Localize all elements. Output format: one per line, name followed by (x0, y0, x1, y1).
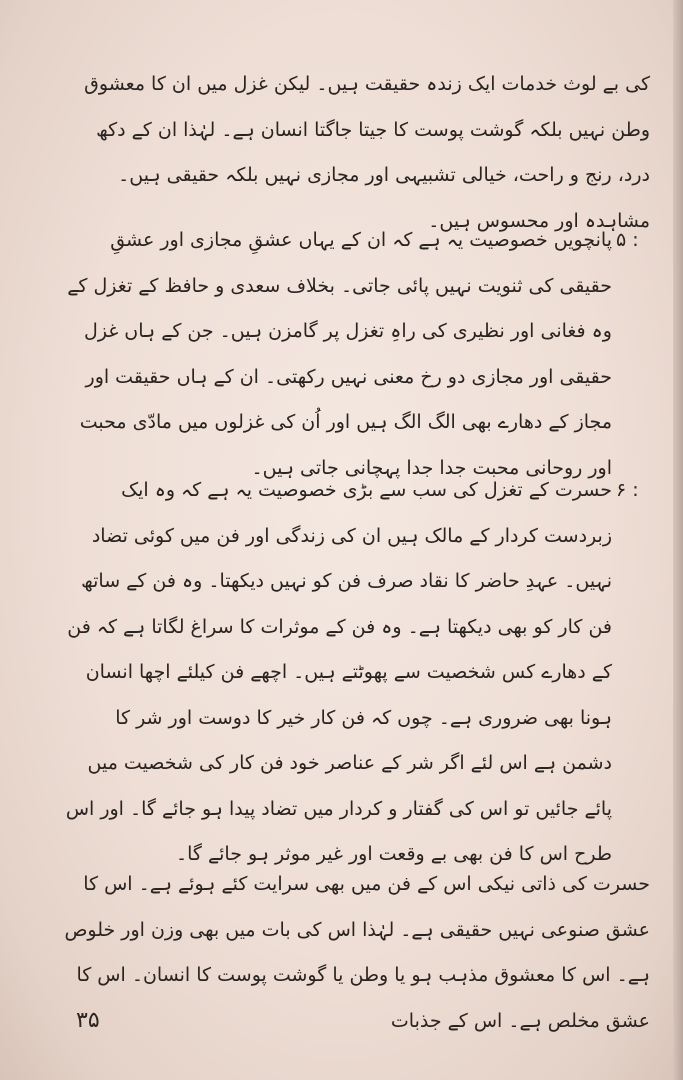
intro-paragraph: کی بے لوث خدمات ایک زندہ حقیقت ہیں۔ لیکن غزل میں ان کا معشوق وطن نہیں بلکہ گوشت پوست کا جیتا جاگتا انسان ہے۔ لہٰذا ان کے دکھ درد، رنج و راحت، خیالی تشبیہی اور مجازی نہیں بلکہ حقیقی ہیں۔ مشاہدہ اور محسوس ہیں۔ (84, 73, 650, 232)
item-text: حسرت کے تغزل کی سب سے بڑی خصوصیت یہ ہے کہ وہ ایک زبردست کردار کے مالک ہیں ان کی زندگی اور فن میں کوئی تضاد نہیں۔ عہدِ حاضر کا نقاد صرف فن کو نہیں دیکھتا۔ وہ فن کے ساتھ فن کار کو بھی دیکھتا ہے۔ وہ فن کے موثرات کا سراغ لگاتا ہے کہ فن کے دھارے کس شخصیت سے پھوٹتے ہیں۔ اچھے فن کیلئے اچھا انسان ہونا بھی ضروری ہے۔ چوں کہ فن کار خیر کا دوست اور شر کا دشمن ہے اس لئے اگر شر کے عناصر خود فن کار کی شخصیت میں پائے جائیں تو اس کی گفتار و کردار میں تضاد پیدا ہو جائے گا۔ اور اس طرح اس کا فن بھی بے وقعت اور غیر موثر ہو جائے گا۔ (65, 479, 612, 865)
page-edge (673, 0, 683, 1080)
list-item-6 (60, 468, 650, 865)
item-text: پانچویں خصوصیت یہ ہے کہ ان کے یہاں عشقِ مجازی اور عشقِ حقیقی کی ثنویت نہیں پائی جاتی۔ بخلاف سعدی و حافظ کے تغزل کے وہ فغانی اور نظیری کی راہِ تغزل پر گامزن ہیں۔ جن کے ہاں غزل حقیقی اور مجازی دو رخ معنی نہیں رکھتی۔ ان کے ہاں حقیقت اور مجاز کے دھارے بھی الگ الگ ہیں اور اُن کی غزلوں میں مادّی محبت اور روحانی محبت جدا جدا پہچانی جاتی ہیں۔ (67, 229, 612, 479)
closing-paragraph: حسرت کی ذاتی نیکی اس کے فن میں بھی سرایت کئے ہوئے ہے۔ اس کا عشق صنوعی نہیں حقیقی ہے۔ لہٰذا اس کی بات میں بھی وزن اور خلوص ہے۔ اس کا معشوق مذہب ہو یا وطن یا گوشت پوست کا انسان۔ اس کا عشق مخلص ہے۔ اس کے جذبات (64, 873, 650, 1032)
page-number: ۳۵ (76, 1008, 100, 1033)
list-item-5 (60, 218, 650, 479)
item-number: ۵ : (616, 229, 639, 251)
item-number: ۶ : (616, 479, 639, 501)
